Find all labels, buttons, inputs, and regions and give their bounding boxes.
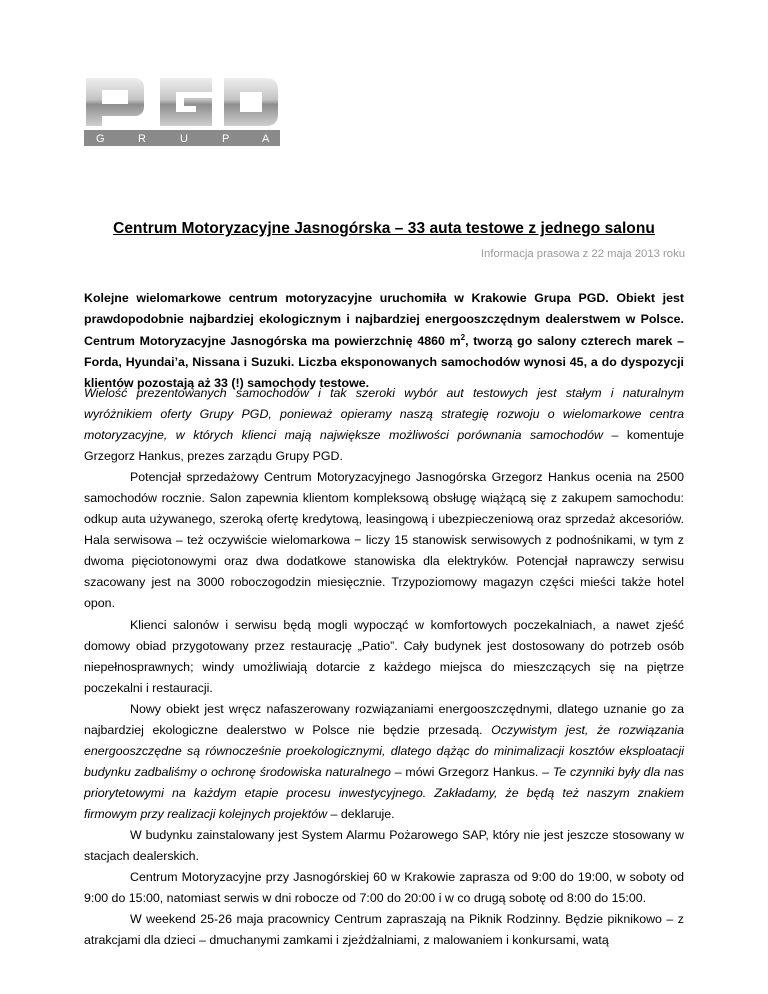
press-release-title: Centrum Motoryzacyjne Jasnogórska – 33 auta testowe z jednego salonu bbox=[113, 220, 655, 237]
superscript: 2 bbox=[460, 332, 466, 342]
lead-text-1: Kolejne wielomarkowe centrum motoryzacyjne uruchomiła w Krakowie Grupa PGD. Obiekt jest prawdopodobnie najbardziej ekologicznym i najbardziej energooszczędnym dealerstwem w Polsce. Centrum Motoryzacyjne Jasnogórska ma powierzchnię 4860 m bbox=[84, 291, 684, 348]
eco-text-c: – mówi Grzegorz Hankus. – bbox=[390, 764, 553, 779]
article-body bbox=[84, 383, 684, 951]
quote-text: Wielość prezentowanych samochodów i tak szeroki wybór aut testowych jest stałym i naturalnym wyróżnikiem oferty Grupy PGD, ponieważ opieramy naszą strategię rozwoju o wielomarkowe centra motoryzacyjne, w których klienci mają największe możliwości porównania samochodów bbox=[84, 386, 684, 443]
paragraph-potential: Potencjał sprzedażowy Centrum Motoryzacyjnego Jasnogórska Grzegorz Hankus ocenia na 2500 samochodów rocznie. Salon zapewnia klientom kompleksową obsługę wiążącą się z zakupem samochodu: odkup auta używanego, szeroką ofertę kredytową, leasingową i ubezpieczeniową oraz sprzedaż akcesoriów. Hala serwisowa – też oczywiście wielomarkowa − liczy 15 stanowisk serwisowych z podnośnikami, w tym z dwoma pięciotonowymi oraz dwa dodatkowe stanowiska dla elektryków. Potencjał naprawczy serwisu szacowany jest na 3000 roboczogodzin miesięcznie. Trzypoziomowy magazyn części mieści także hotel opon. bbox=[84, 470, 684, 611]
eco-quote-2: Te czynniki były dla nas priorytetowymi na każdym etapie procesu inwestycyjnego. Zakładamy, że będą też naszym znakiem firmowym przy realizacji kolejnych projektów bbox=[84, 764, 685, 821]
logo-letter: P bbox=[222, 133, 230, 145]
lead-text-2: , tworzą go salony czterech marek – Forda, Hyundai’a, Nissana i Suzuki. Liczba eksponowanych samochodów wynosi 45, a do dyspozycji klientów pozostają aż 33 (!) samochody testowe. bbox=[84, 333, 684, 391]
quote-attribution: – komentuje Grzegorz Hankus, prezes zarządu Grupy PGD. bbox=[84, 428, 684, 464]
eco-text-a: Nowy obiekt jest wręcz nafaszerowany rozwiązaniami energooszczędnymi, dlatego uznanie go za najbardziej ekologiczne dealerstwo w Polsce nie będzie przesadą. bbox=[84, 701, 684, 737]
paragraph-quote bbox=[84, 383, 684, 467]
logo-letter: A bbox=[262, 133, 270, 145]
paragraph-clients: Klienci salonów i serwisu będą mogli wypocząć w komfortowych poczekalniach, a nawet zjeść domowy obiad przygotowany przez restaurację „Patio”. Cały budynek jest dostosowany do potrzeb osób niepełnosprawnych; windy umożliwiają dotarcie z każdego miejsca do mieszczących się na piętrze poczekalni i restauracji. bbox=[84, 617, 684, 695]
logo-letter: G bbox=[96, 133, 105, 145]
paragraph-ecology bbox=[84, 699, 684, 825]
eco-text-e: – deklaruje. bbox=[327, 806, 395, 821]
logo-letter: U bbox=[180, 133, 188, 145]
lead-paragraph bbox=[84, 288, 684, 394]
press-release-date: Informacja prasowa z 22 maja 2013 roku bbox=[480, 248, 685, 260]
eco-quote-1: Oczywistym jest, że rozwiązania energooszczędne są równocześnie proekologicznymi, dlatego dążąc do minimalizacji kosztów eksploatacji budynku zadbaliśmy o ochronę środowiska naturalnego bbox=[84, 722, 684, 779]
paragraph-hours: Centrum Motoryzacyjne przy Jasnogórskiej 60 w Krakowie zaprasza od 9:00 do 19:00, w soboty od 9:00 do 15:00, natomiast serwis w dni robocze od 7:00 do 20:00 i w co drugą sobotę od 8:00 do 15:00. bbox=[84, 870, 684, 906]
paragraph-fire-system: W budynku zainstalowany jest System Alarmu Pożarowego SAP, który nie jest jeszcze stosowany w stacjach dealerskich. bbox=[84, 827, 684, 864]
paragraph-picnic: W weekend 25-26 maja pracownicy Centrum zapraszają na Piknik Rodzinny. Będzie piknikowo – z atrakcjami dla dzieci – dmuchanymi zamkami i zjeżdżalniami, z malowaniem i konkursami, watą bbox=[84, 912, 684, 948]
logo-letter: R bbox=[138, 133, 146, 145]
pgd-logo bbox=[84, 76, 280, 148]
